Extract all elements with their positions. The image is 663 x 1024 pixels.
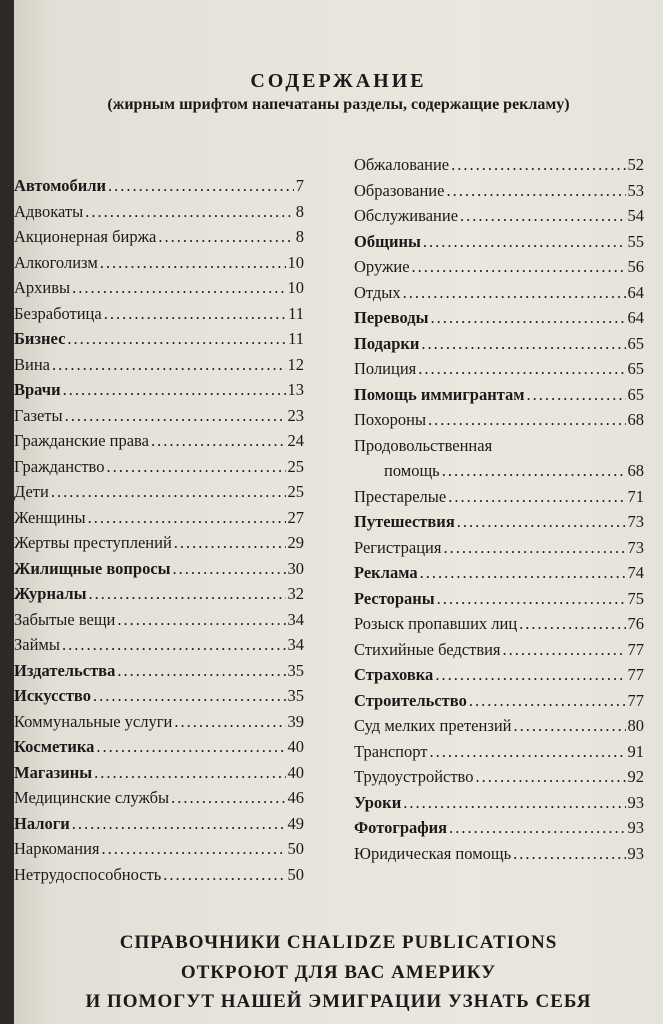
entry-page-number: 93 xyxy=(627,843,644,863)
toc-entry xyxy=(14,173,304,199)
dot-leader xyxy=(102,836,286,862)
dot-leader xyxy=(117,607,285,633)
dot-leader xyxy=(72,275,285,301)
toc-entry xyxy=(354,229,644,255)
entry-title: Архивы xyxy=(14,278,71,297)
entry-title: Обслуживание xyxy=(354,206,459,225)
entry-page-number: 75 xyxy=(627,588,644,608)
entry-title: Трудоустройство xyxy=(354,767,474,786)
entry-title: Безработица xyxy=(14,303,102,323)
toc-entry xyxy=(354,790,644,816)
dot-leader xyxy=(151,428,286,454)
entry-page-number: 93 xyxy=(627,818,644,837)
toc-entry xyxy=(354,356,644,382)
toc-entry xyxy=(354,560,644,586)
toc-entry xyxy=(354,280,644,306)
entry-title: Престарелые xyxy=(354,486,447,506)
entry-page-number: 77 xyxy=(627,639,644,659)
dot-leader xyxy=(421,331,625,357)
entry-page-number: 34 xyxy=(287,635,304,654)
toc-entry xyxy=(354,586,644,612)
entry-title: Юридическая помощь xyxy=(354,843,512,863)
dot-leader xyxy=(171,785,285,811)
entry-title: Адвокаты xyxy=(14,201,84,221)
entry-page-number: 77 xyxy=(627,690,644,710)
dot-leader xyxy=(174,709,285,735)
toc-entry xyxy=(354,305,644,331)
dot-leader xyxy=(457,509,626,535)
footer-line-1: СПРАВОЧНИКИ CHALIDZE PUBLICATIONS xyxy=(119,932,558,953)
entry-title: Суд мелких претензий xyxy=(354,716,512,735)
toc-entry xyxy=(354,739,644,765)
entry-title: Отдых xyxy=(354,282,401,302)
entry-title: Розыск пропавших лиц xyxy=(354,614,518,633)
entry-title: Стихийные бедствия xyxy=(354,639,501,659)
entry-title: Налоги xyxy=(14,813,70,833)
entry-page-number: 50 xyxy=(287,864,304,884)
entry-page-number: 73 xyxy=(627,537,644,557)
entry-title: Коммунальные услуги xyxy=(14,711,173,731)
entry-page-number: 65 xyxy=(627,359,644,378)
entry-title: Врачи xyxy=(14,380,61,399)
entry-title: Бизнес xyxy=(14,329,66,348)
entry-title: Косметика xyxy=(14,737,95,756)
dot-leader xyxy=(108,173,294,199)
entry-title: Жилищные вопросы xyxy=(14,558,171,578)
entry-title: Акционерная биржа xyxy=(14,227,157,246)
toc-entry xyxy=(354,535,644,561)
entry-page-number: 52 xyxy=(627,155,644,174)
entry-title: Дети xyxy=(14,482,49,501)
entry-title: Строительство xyxy=(354,690,467,710)
toc-entry xyxy=(14,785,304,811)
toc-entry xyxy=(354,203,644,229)
entry-page-number: 13 xyxy=(287,380,304,399)
entry-title: Жертвы преступлений xyxy=(14,533,172,552)
entry-page-number: 35 xyxy=(287,686,304,705)
entry-page-number: 55 xyxy=(627,231,644,251)
toc-entry xyxy=(354,331,644,357)
entry-page-number: 74 xyxy=(627,563,644,582)
dot-leader xyxy=(435,662,625,688)
entry-title: Медицинские службы xyxy=(14,788,170,807)
entry-page-number: 39 xyxy=(287,711,304,731)
dot-leader xyxy=(63,377,286,403)
dot-leader xyxy=(72,811,286,837)
entry-continuation xyxy=(354,458,644,484)
entry-page-number: 8 xyxy=(295,227,304,246)
toc-entry xyxy=(14,607,304,633)
entry-page-number: 10 xyxy=(287,252,304,272)
toc-entry xyxy=(14,275,304,301)
toc-entry xyxy=(354,713,644,739)
dot-leader xyxy=(430,305,625,331)
entry-page-number: 71 xyxy=(627,486,644,506)
toc-entry xyxy=(354,688,644,714)
toc-entry xyxy=(14,224,304,250)
toc-entry xyxy=(14,454,304,480)
dot-leader xyxy=(104,301,286,327)
entry-title: Транспорт xyxy=(354,741,428,761)
dot-leader xyxy=(513,841,625,867)
entry-page-number: 35 xyxy=(287,660,304,680)
entry-page-number: 40 xyxy=(287,737,304,756)
toc-entry xyxy=(14,836,304,862)
entry-page-number: 25 xyxy=(287,456,304,476)
entry-page-number: 32 xyxy=(287,584,304,603)
dot-leader xyxy=(403,790,625,816)
dot-leader xyxy=(93,683,286,709)
entry-title: Обжалование xyxy=(354,155,450,174)
entry-title: Вина xyxy=(14,354,50,374)
entry-title-continued: помощь xyxy=(384,461,440,480)
entry-title: Уроки xyxy=(354,792,402,812)
entry-title: Рестораны xyxy=(354,588,435,608)
entry-page-number: 11 xyxy=(288,329,304,348)
entry-title: Нетрудоспособность xyxy=(14,864,162,884)
dot-leader xyxy=(173,556,286,582)
entry-page-number: 10 xyxy=(287,278,304,297)
dot-leader xyxy=(476,764,626,790)
dot-leader xyxy=(449,815,625,841)
dot-leader xyxy=(448,484,625,510)
entry-title: Гражданство xyxy=(14,456,105,476)
dot-leader xyxy=(94,760,285,786)
entry-page-number: 64 xyxy=(627,308,644,327)
toc-entry xyxy=(354,382,644,408)
dot-leader xyxy=(96,734,285,760)
entry-title: Искусство xyxy=(14,686,91,705)
toc-entry xyxy=(354,662,644,688)
toc-entry xyxy=(14,581,304,607)
toc-entry xyxy=(14,530,304,556)
page-subtitle: (жирным шрифтом напечатаны разделы, содержащие рекламу) xyxy=(107,96,570,113)
entry-title: Переводы xyxy=(354,308,429,327)
entry-page-number: 77 xyxy=(627,665,644,684)
entry-page-number: 53 xyxy=(627,180,644,200)
entry-page-number: 49 xyxy=(287,813,304,833)
entry-title: Фотография xyxy=(354,818,448,837)
entry-page-number: 91 xyxy=(627,741,644,761)
entry-page-number: 25 xyxy=(287,482,304,501)
entry-title: Гражданские права xyxy=(14,431,149,450)
toc-entry xyxy=(354,611,644,637)
entry-page-number: 80 xyxy=(627,716,644,735)
entry-title: Магазины xyxy=(14,762,93,782)
entry-page-number: 73 xyxy=(627,512,644,531)
toc-entry xyxy=(14,862,304,888)
footer-line-2: ОТКРОЮТ ДЛЯ ВАС АМЕРИКУ xyxy=(180,962,497,983)
dot-leader xyxy=(428,407,625,433)
dot-leader xyxy=(51,479,286,505)
entry-page-number: 64 xyxy=(627,282,644,302)
toc-entry xyxy=(354,407,644,433)
toc-entry xyxy=(14,734,304,760)
entry-title: Газеты xyxy=(14,405,63,425)
entry-title: Оружие xyxy=(354,257,410,276)
dot-leader xyxy=(65,403,286,429)
dot-leader xyxy=(460,203,625,229)
toc-entry xyxy=(14,377,304,403)
dot-leader xyxy=(437,586,626,612)
dot-leader xyxy=(423,229,626,255)
dot-leader xyxy=(403,280,626,306)
entry-title: Автомобили xyxy=(14,176,107,195)
entry-page-number: 46 xyxy=(287,788,304,807)
toc-entry xyxy=(14,250,304,276)
dot-leader xyxy=(52,352,286,378)
entry-page-number: 76 xyxy=(627,614,644,633)
toc-entry xyxy=(14,428,304,454)
entry-title: Подарки xyxy=(354,333,420,353)
toc-entry xyxy=(14,683,304,709)
dot-leader xyxy=(446,178,625,204)
entry-title: Алкоголизм xyxy=(14,252,98,272)
entry-title: Забытые вещи xyxy=(14,609,116,629)
toc-entry xyxy=(354,841,644,867)
toc-entry xyxy=(354,254,644,280)
entry-page-number: 68 xyxy=(627,410,644,429)
dot-leader xyxy=(442,458,626,484)
dot-leader xyxy=(527,382,626,408)
entry-page-number: 34 xyxy=(287,609,304,629)
entry-page-number: 27 xyxy=(287,507,304,527)
entry-title: Регистрация xyxy=(354,537,442,557)
entry-title: Журналы xyxy=(14,584,87,603)
dot-leader xyxy=(443,535,625,561)
toc-entry xyxy=(354,178,644,204)
toc-entry xyxy=(14,301,304,327)
entry-title: Полиция xyxy=(354,359,417,378)
entry-title: Реклама xyxy=(354,563,418,582)
toc-entry xyxy=(14,479,304,505)
entry-page-number: 92 xyxy=(627,767,644,786)
toc-entry xyxy=(14,811,304,837)
entry-title: Издательства xyxy=(14,660,116,680)
dot-leader xyxy=(163,862,285,888)
entry-title: Страховка xyxy=(354,665,434,684)
entry-page-number: 8 xyxy=(295,201,304,221)
dot-leader xyxy=(503,637,626,663)
entry-page-number: 24 xyxy=(287,431,304,450)
entry-title: Женщины xyxy=(14,507,86,527)
dot-leader xyxy=(430,739,626,765)
dot-leader xyxy=(89,581,286,607)
entry-title: Займы xyxy=(14,635,60,654)
dot-leader xyxy=(85,199,294,225)
dot-leader xyxy=(67,326,286,352)
toc-entry xyxy=(14,709,304,735)
entry-title: Наркомания xyxy=(14,839,100,858)
toc-entry xyxy=(14,403,304,429)
dot-leader xyxy=(174,530,286,556)
footer-line-3: И ПОМОГУТ НАШЕЙ ЭМИГРАЦИИ УЗНАТЬ СЕБЯ xyxy=(85,991,592,1012)
entry-page-number: 54 xyxy=(627,206,644,225)
page-title: СОДЕРЖАНИЕ xyxy=(250,70,427,92)
dot-leader xyxy=(106,454,285,480)
entry-title: Похороны xyxy=(354,410,427,429)
toc-entry xyxy=(354,152,644,178)
entry-title: Продовольственная xyxy=(354,435,493,455)
toc-entry xyxy=(14,326,304,352)
entry-page-number: 50 xyxy=(287,839,304,858)
book-page xyxy=(14,0,663,1024)
entry-title: Образование xyxy=(354,180,445,200)
entry-page-number: 7 xyxy=(295,176,304,195)
entry-page-number: 12 xyxy=(287,354,304,374)
toc-entry xyxy=(14,658,304,684)
entry-title: Общины xyxy=(354,231,421,251)
entry-page-number: 56 xyxy=(627,257,644,276)
entry-page-number: 68 xyxy=(627,461,644,480)
toc-entry xyxy=(354,764,644,790)
entry-page-number: 93 xyxy=(627,792,644,812)
dot-leader xyxy=(469,688,626,714)
entry-page-number: 40 xyxy=(287,762,304,782)
entry-page-number: 11 xyxy=(288,303,304,323)
dot-leader xyxy=(418,356,625,382)
toc-entry xyxy=(354,433,644,484)
entry-title: Помощь иммигрантам xyxy=(354,384,525,404)
toc-entry xyxy=(14,352,304,378)
entry-page-number: 23 xyxy=(287,405,304,425)
toc-entry xyxy=(14,556,304,582)
entry-page-number: 65 xyxy=(627,333,644,353)
toc-entry xyxy=(14,760,304,786)
dot-leader xyxy=(88,505,286,531)
dot-leader xyxy=(100,250,286,276)
entry-page-number: 29 xyxy=(287,533,304,552)
entry-page-number: 30 xyxy=(287,558,304,578)
toc-entry xyxy=(354,637,644,663)
toc-entry xyxy=(14,199,304,225)
contents-left-column xyxy=(14,173,304,887)
dot-leader xyxy=(412,254,626,280)
toc-entry xyxy=(354,484,644,510)
entry-title: Путешествия xyxy=(354,512,455,531)
toc-entry xyxy=(354,815,644,841)
dot-leader xyxy=(117,658,285,684)
toc-entry xyxy=(354,509,644,535)
contents-right-column xyxy=(354,152,644,866)
dot-leader xyxy=(514,713,626,739)
dot-leader xyxy=(519,611,625,637)
toc-entry xyxy=(14,505,304,531)
dot-leader xyxy=(62,632,286,658)
dot-leader xyxy=(158,224,293,250)
dot-leader xyxy=(420,560,626,586)
entry-page-number: 65 xyxy=(627,384,644,404)
dot-leader xyxy=(451,152,625,178)
toc-entry xyxy=(14,632,304,658)
